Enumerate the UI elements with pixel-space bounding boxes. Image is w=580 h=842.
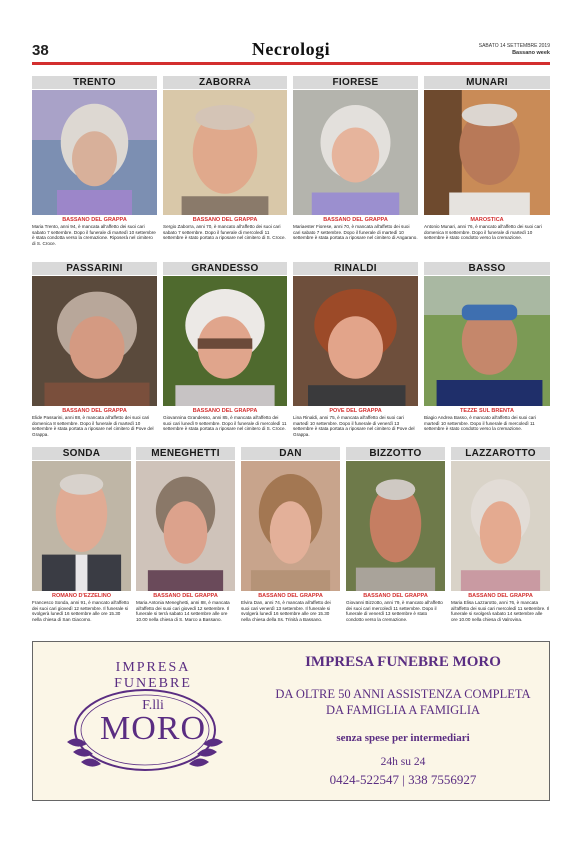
ad-tagline-1: DA OLTRE 50 ANNI ASSISTENZA COMPLETA [275,687,531,701]
obituary-card [424,76,550,241]
ad-tagline-3: senza spese per intermediari [336,732,470,744]
obituary-name: PASSARINI [32,262,157,275]
obituary-name: BASSO [424,262,550,275]
obituary-name: RINALDI [293,262,418,275]
obituary-text: Elvira Dan, anni 74, è mancata all'affetto dei suoi cari venerdì 13 settembre. Il funerale si svolgerà lunedì 16 settembre alle ore 15.30 nella chiesa della Ss. Trinità a Bassano. [241,600,331,622]
obituary-text: Giovanni Bizzotto, anni 79, è mancato all'affetto dei suoi cari mercoledì 11 settembre. Dopo il funerale di venerdì 13 settembre è stato condotto verso la cremazione. [346,600,443,622]
obituary-name: FIORESE [293,76,418,89]
obituary-text: Maria Trento, anni 94, è mancata all'affetto dei suoi cari sabato 7 settembre. Dopo il funerale di martedì 10 settembre è stata condotta verso la cremazione. Riposerà nel cimitero di S. Croce. [32,224,156,246]
funeral-home-ad [32,641,550,801]
portrait-photo [32,461,131,591]
obituary-town: BASSANO DEL GRAPPA [363,593,428,599]
obituary-town: BASSANO DEL GRAPPA [192,408,258,414]
obituary-name: DAN [241,447,340,460]
obituary-name: SONDA [32,447,131,460]
obituary-text: Mariaester Fiorese, anni 70, è mancata all'affetto dei suoi cari sabato 7 settembre. Dopo il funerale di martedì 10 settembre è stata portata a riposare nel cimitero di Angarano. [293,224,418,241]
obituary-name: MENEGHETTI [136,447,235,460]
obituary-name: BIZZOTTO [346,447,445,460]
portrait-photo [424,276,550,406]
obituary-text: Sergio Zaborra, anni 70, è mancato all'affetto dei suoi cari sabato 7 settembre. Dopo il funerale di mercoledì 11 settembre è stato portato a riposare nel cimitero di S. Croce. [163,224,286,241]
ad-tagline-2: DA FAMIGLIA A FAMIGLIA [325,703,481,717]
obituary-card [32,262,157,437]
obituary-town: TEZZE SUL BRENTA [460,408,514,414]
publication-name: Bassano week [512,50,550,56]
obituary-text: Elide Passarini, anni 88, è mancata all'affetto dei suoi cari domenica 8 settembre. Dopo il funerale di martedì 10 settembre è stata portata a riposare nel cimitero di Pove del Grappa. [32,415,154,437]
obituary-name: TRENTO [32,76,157,89]
obituary-text: Francesco Sonda, anni 91, è mancato all'affetto dei suoi cari giovedì 12 settembre. Il funerale si svolgerà lunedì 16 settembre alle ore 15.30 nella chiesa di San Giacomo. [32,600,130,622]
portrait-photo [163,276,287,406]
header-meta [479,43,550,57]
section-title: Necrologi [251,39,331,59]
obituary-town: BASSANO DEL GRAPPA [258,593,323,599]
portrait-photo [424,90,550,215]
ad-hours: 24h su 24 [380,756,426,768]
portrait-photo [241,461,340,591]
obituary-town: BASSANO DEL GRAPPA [62,217,127,223]
obituary-name: ZABORRA [163,76,287,89]
obituary-card [163,76,287,241]
obituary-text: Biagio Andrea Basso, è mancato all'affetto dei suoi cari martedì 10 settembre. Dopo il funerale di mercoledì 11 settembre è stato condotto verso la cremazione. [424,415,536,432]
portrait-photo [293,276,418,406]
obituary-name: GRANDESSO [163,262,287,275]
obituary-town: BASSANO DEL GRAPPA [62,408,127,414]
ad-phone: 0424-522547 | 338 7556927 [329,772,477,787]
obituary-card [32,447,131,622]
obituary-card [293,262,418,437]
obituary-name: LAZZAROTTO [451,447,550,460]
portrait-photo [163,90,287,215]
portrait-photo [346,461,445,591]
obituary-text: Maria Elisa Lazzarotto, anni 76, è mancata all'affetto dei suoi cari mercoledì 11 settembre. Il funerale si svolgerà sabato 14 settembre alle ore 10.00 nella chiesa di Valrovina. [451,600,549,622]
page-header [32,40,550,65]
portrait-photo [451,461,550,591]
obituary-card [136,447,235,622]
issue-date: SABATO 14 SETTEMBRE 2019 [478,43,550,49]
ad-title: IMPRESA FUNEBRE MORO [305,654,501,670]
obituary-card [346,447,445,622]
obituary-text: Maria Antonia Meneghetti, anni 88, è mancata all'affetto dei suoi cari giovedì 12 settembre. Il funerale si terrà sabato 14 settembre alle ore 10.00 nella chiesa di S. Marco a Bassano. [136,600,230,622]
portrait-photo [136,461,235,591]
logo-big-text: MORO [99,710,207,747]
obituary-text: Antonio Munari, anni 76, è mancato all'affetto dei suoi cari domenica 8 settembre. Dopo il funerale di martedì 10 settembre è stato condotto verso la cremazione. [424,224,542,241]
obituary-name: MUNARI [424,76,550,89]
obituary-town: BASSANO DEL GRAPPA [323,217,388,223]
portrait-photo [293,90,418,215]
obituary-card [163,262,287,432]
obituary-card [32,76,157,246]
obituary-card [424,262,550,432]
portrait-photo [32,90,157,215]
obituary-card [293,76,418,241]
obituary-town: BASSANO DEL GRAPPA [468,593,533,599]
page-number: 38 [32,42,49,59]
logo-arc-text: IMPRESA FUNEBRE [114,660,192,691]
obituary-card [241,447,340,622]
obituary-town: MAROSTICA [470,217,504,223]
obituary-text: Lina Rinaldi, anni 75, è mancata all'affetto dei suoi cari martedì 10 settembre. Dopo il funerale di venerdì 13 settembre è stata portata a riposare nel cimitero di Pove del Grappa. [293,415,415,437]
obituary-town: BASSANO DEL GRAPPA [192,217,258,223]
obituary-town: POVE DEL GRAPPA [329,408,382,414]
obituary-card [451,447,550,622]
obituary-town: BASSANO DEL GRAPPA [153,593,218,599]
portrait-photo [32,276,157,406]
obituary-town: ROMANO D'EZZELINO [51,593,112,599]
logo-small-text: F.lli [142,698,164,713]
obituary-text: Giovannina Grandesso, anni 85, è mancata all'affetto dei suoi cari lunedì 9 settembre. Dopo il funerale di mercoledì 11 settembre è stata portata a riposare nel cimitero di S. Croce. [163,415,287,432]
